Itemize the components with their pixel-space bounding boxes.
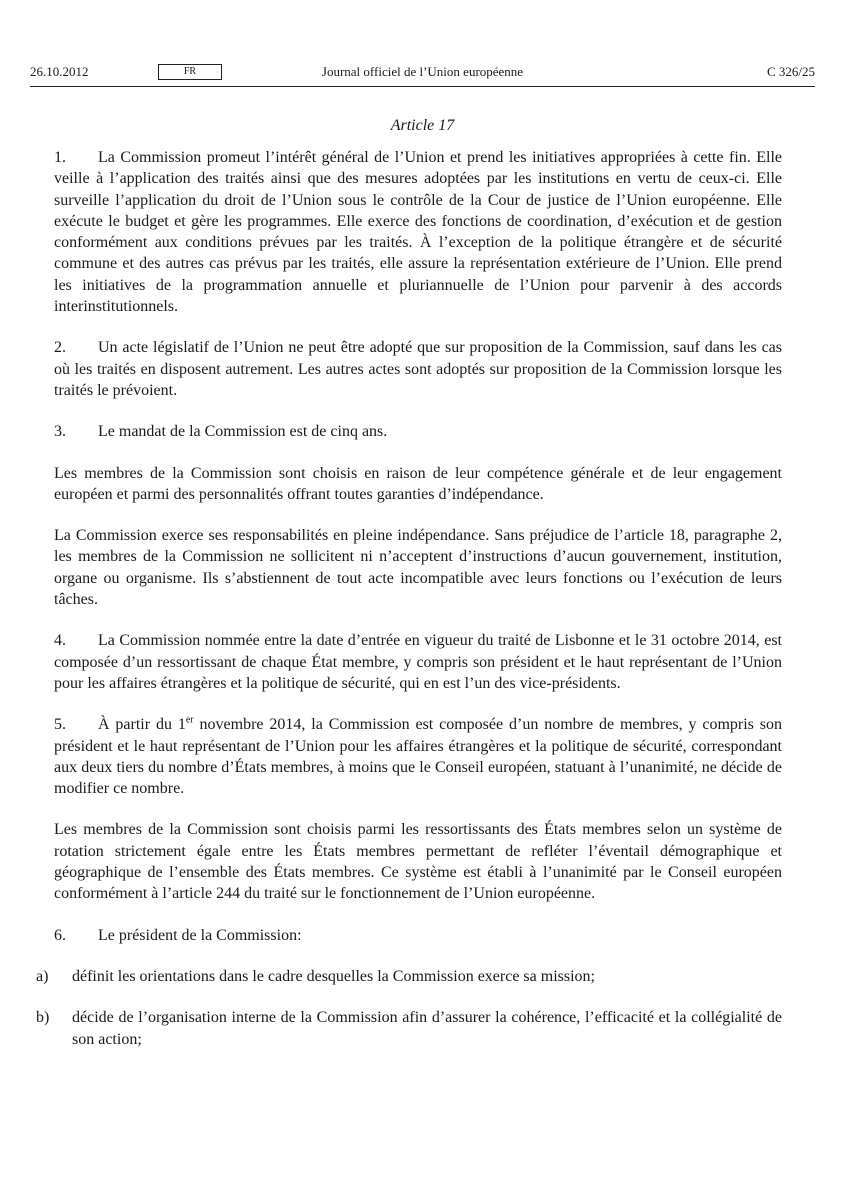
- article-body: [36, 147, 783, 1070]
- publication-date: 26.10.2012: [30, 64, 89, 79]
- paragraph-number: 6.: [54, 926, 66, 944]
- paragraph-2: [54, 337, 782, 401]
- paragraph-text: La Commission nommée entre la date d’entrée en vigueur du traité de Lisbonne et le 31 octobre 2014, est composée d’un ressortissant de chaque État membre, y compris son président et le haut représentant de l’Union pour les affaires étrangères et la politique de sécurité, qui en est l’un des vice-présidents.: [54, 632, 782, 692]
- list-item-b: [36, 1007, 782, 1050]
- paragraph-text: Le mandat de la Commission est de cinq ans.: [98, 423, 388, 441]
- list-letter: a): [36, 967, 49, 985]
- list-text: définit les orientations dans le cadre desquelles la Commission exerce sa mission;: [72, 967, 595, 985]
- paragraph-number: 3.: [54, 423, 66, 441]
- paragraph-number: 1.: [54, 149, 66, 166]
- journal-title: Journal officiel de l’Union européenne: [321, 64, 524, 79]
- superscript: er: [185, 714, 194, 726]
- paragraph-text: novembre 2014, la Commission est composée d’un nombre de membres, y compris son président et le haut représentant de l’Union pour les affaires étrangères et la politique de sécurité, correspondant aux deux tiers du nombre d’États membres, à moins que le Conseil européen, statuant à l’unanimité, ne décide de modifier ce nombre.: [54, 716, 783, 798]
- paragraph-number: 4.: [54, 632, 66, 650]
- page-reference: C 326/25: [766, 64, 815, 79]
- paragraph-text: Un acte législatif de l’Union ne peut être adopté que sur proposition de la Commission, sauf dans les cas où les traités en disposent autrement. Les autres actes sont adoptés sur proposition de la Commission lorsque les traités le prévoient.: [54, 339, 782, 399]
- paragraph-text-start: À partir du 1: [98, 716, 186, 734]
- page-header: [30, 60, 815, 87]
- paragraph-text: La Commission promeut l’intérêt général de l’Union et prend les initiatives appropriées à cette fin. Elle veille à l’application des traités ainsi que des mesures adoptées par les institutions en vertu de ceux-ci. Elle surveille l’application du droit de l’Union sous le contrôle de la Cour de justice de l’Union européenne. Elle exécute le budget et gère les programmes. Elle exerce des fonctions de coordination, d’exécution et de gestion conformément aux conditions prévues par les traités. À l’exception de la politique étrangère et de sécurité commune et des autres cas prévus par les traités, elle assure la représentation extérieure de l’Union. Elle prend les initiatives de la programmation annuelle et pluriannuelle de l’Union pour parvenir à des accords interinstitutionnels.: [54, 149, 782, 316]
- paragraph-1: [54, 147, 782, 317]
- list-item-a: [36, 966, 782, 987]
- language-badge: FR: [158, 64, 222, 80]
- paragraph-4: [54, 630, 782, 694]
- paragraph-3: [54, 421, 782, 442]
- paragraph-number: 5.: [54, 716, 66, 734]
- paragraph-3-sub-1: Les membres de la Commission sont choisis en raison de leur compétence générale et de leur engagement européen et parmi des personnalités offrant toutes garanties d’indépendance.: [54, 464, 782, 503]
- paragraph-3-sub-2: La Commission exerce ses responsabilités en pleine indépendance. Sans préjudice de l’article 18, paragraphe 2, les membres de la Commission ne sollicitent ni n’acceptent d’instructions d’aucun gouvernement, institution, organe ou organisme. Ils s’abstiennent de tout acte incompatible avec leurs fonctions ou l’exécution de leurs tâches.: [54, 527, 782, 609]
- list-text: décide de l’organisation interne de la Commission afin d’assurer la cohérence, l’efficacité et la collégialité de son action;: [72, 1009, 782, 1048]
- paragraph-text: Le président de la Commission:: [98, 926, 302, 944]
- article-title: Article 17: [390, 117, 455, 134]
- paragraph-5-sub-1: Les membres de la Commission sont choisis parmi les ressortissants des États membres selon un système de rotation strictement égale entre les États membres permettant de refléter l’éventail démographique et géographique de l’ensemble des États membres. Ce système est établi à l’unanimité par le Conseil européen conformément à l’article 244 du traité sur le fonctionnement de l’Union européenne.: [54, 821, 782, 903]
- paragraph-number: 2.: [54, 339, 66, 357]
- list-letter: b): [36, 1009, 50, 1027]
- paragraph-6: [54, 925, 782, 946]
- paragraph-5: [54, 714, 782, 799]
